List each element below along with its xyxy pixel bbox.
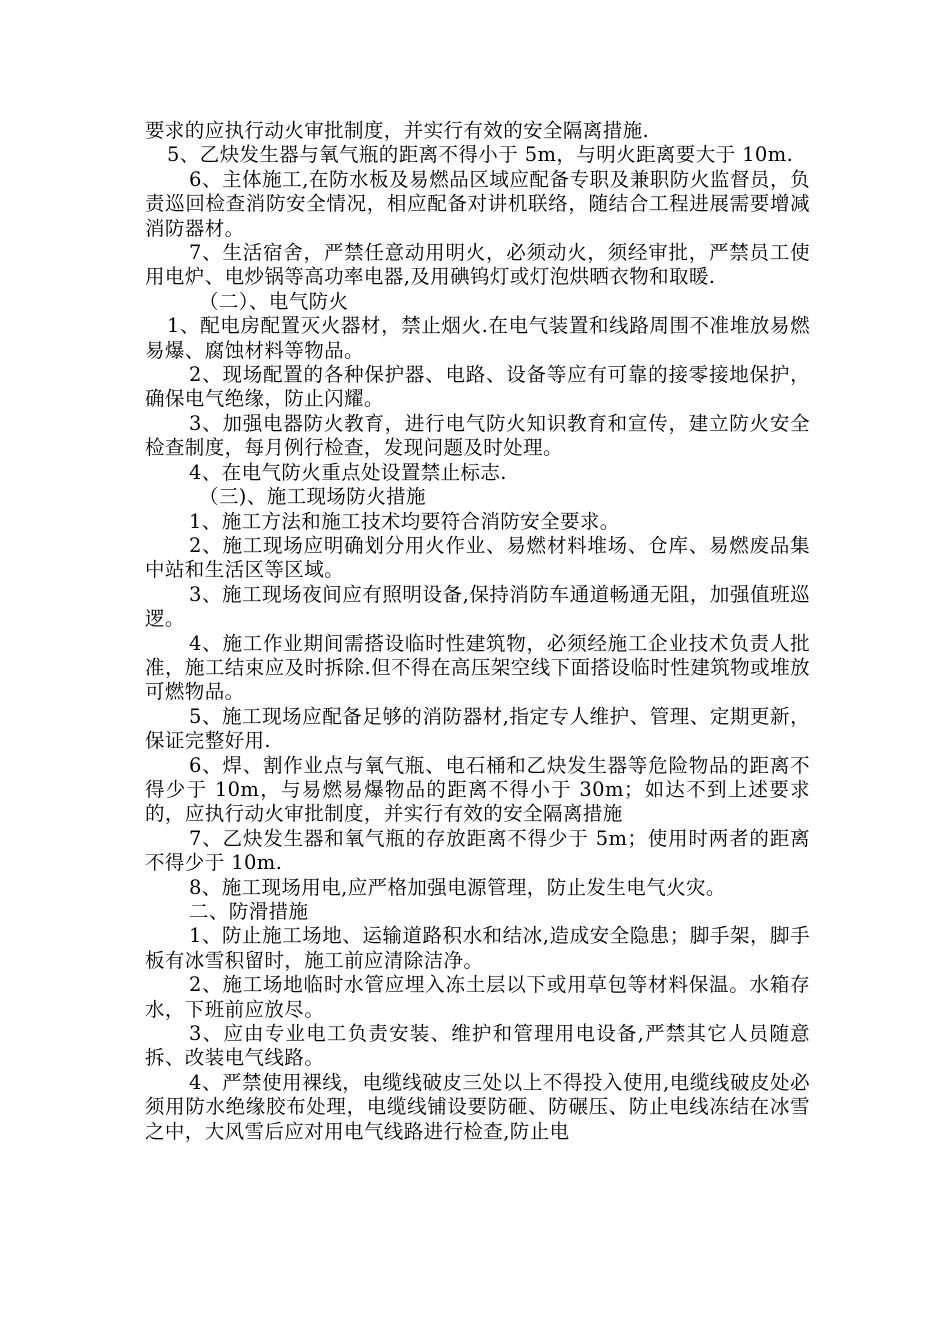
paragraph: 1、防止施工场地、运输道路积水和结冰,造成安全隐患；脚手架，脚手板有冰雪积留时，施工前应清除洁净。	[145, 924, 810, 972]
paragraph: 二、防滑措施	[189, 900, 309, 923]
paragraph: 8、施工现场用电,应严格加强电源管理，防止发生电气火灾。	[189, 875, 726, 899]
paragraph: 1、施工方法和施工技术均要符合消防安全要求。	[189, 509, 620, 533]
document-page	[145, 119, 810, 1144]
paragraph: （三)、施工现场防火措施	[199, 485, 426, 509]
paragraph: 5、乙炔发生器与氧气瓶的距离不得小于 5m，与明火距离要大于 10m.	[167, 143, 794, 167]
paragraph: 3、施工现场夜间应有照明设备,保持消防车通道畅通无阻，加强值班巡逻。	[145, 582, 810, 631]
paragraph: 2、施工场地临时水管应埋入冻土层以下或用草包等材料保温。水箱存水，下班前应放尽。	[145, 973, 810, 1021]
paragraph: 3、应由专业电工负责安装、维护和管理用电设备,严禁其它人员随意拆、改装电气线路。	[145, 1022, 810, 1070]
paragraph: 1、配电房配置灭火器材，禁止烟火.在电气装置和线路周围不准堆放易燃易爆、腐蚀材料等物品。	[145, 314, 810, 362]
paragraph: 4、在电气防火重点处设置禁止标志.	[189, 460, 507, 484]
paragraph: 6、主体施工,在防水板及易燃品区域应配备专职及兼职防火监督员，负责巡回检查消防安全情况，相应配备对讲机联络，随结合工程进展需要增减消防器材。	[145, 167, 810, 240]
paragraph: 5、施工现场应配备足够的消防器材,指定专人维护、管理、定期更新，保证完整好用.	[145, 704, 810, 753]
paragraph: 要求的应执行动火审批制度，并实行有效的安全隔离措施.	[145, 119, 650, 142]
paragraph: 2、施工现场应明确划分用火作业、易燃材料堆场、仓库、易燃废品集中站和生活区等区域。	[145, 533, 810, 582]
paragraph: 4、严禁使用裸线，电缆线破皮三处以上不得投入使用,电缆线破皮处必须用防水绝缘胶布处理，电缆线铺设要防砸、防碾压、防止电线冻结在冰雪之中，大风雪后应对用电气线路进行检查,防止电	[145, 1070, 810, 1143]
paragraph: 6、焊、割作业点与氧气瓶、电石桶和乙炔发生器等危险物品的距离不得少于 10m，与易燃易爆物品的距离不得小于 30m；如达不到上述要求的，应执行动火审批制度，并实行有效的安全隔离措施	[145, 753, 810, 826]
paragraph: 4、施工作业期间需搭设临时性建筑物，必须经施工企业技术负责人批准，施工结束应及时拆除.但不得在高压架空线下面搭设临时性建筑物或堆放可燃物品。	[145, 631, 810, 704]
paragraph: 7、乙炔发生器和氧气瓶的存放距离不得少于 5m；使用时两者的距离不得少于 10m.	[145, 826, 810, 875]
paragraph: （二）、电气防火	[199, 289, 349, 313]
paragraph: 2、现场配置的各种保护器、电路、设备等应有可靠的接零接地保护，确保电气绝缘，防止闪耀。	[145, 363, 810, 411]
paragraph: 7、生活宿舍，严禁任意动用明火，必须动火，须经审批，严禁员工使用电炉、电炒锅等高功率电器,及用碘钨灯或灯泡烘晒衣物和取暖.	[145, 241, 810, 289]
paragraph: 3、加强电器防火教育，进行电气防火知识教育和宣传，建立防火安全检查制度，每月例行检查，发现问题及时处理。	[145, 411, 810, 460]
